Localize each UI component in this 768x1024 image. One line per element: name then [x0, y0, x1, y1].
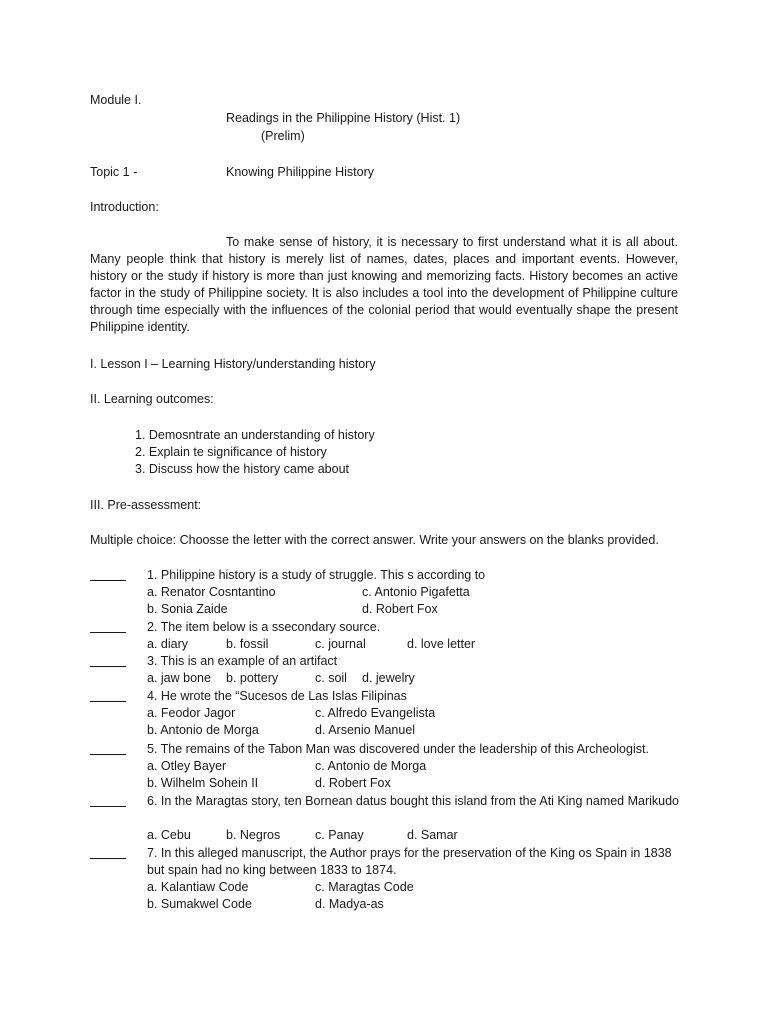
- option: c. journal: [315, 637, 366, 651]
- option: b. Negros: [226, 828, 281, 842]
- answer-blank[interactable]: [90, 619, 126, 633]
- topic-title: Knowing Philippine History: [226, 165, 374, 179]
- option: a. Kalantiaw Code: [147, 880, 249, 894]
- course-title: Readings in the Philippine History (Hist. 1): [226, 111, 461, 125]
- option: a. diary: [147, 637, 188, 651]
- question-text: 2. The item below is a ssecondary source.: [147, 620, 381, 634]
- option: d. Samar: [407, 828, 458, 842]
- option: a. Feodor Jagor: [147, 706, 236, 720]
- option: a. Renator Cosntantino: [147, 585, 276, 599]
- question-text: 4. He wrote the “Sucesos de Las Islas Filipinas: [147, 689, 407, 703]
- introduction-heading: Introduction:: [90, 200, 159, 214]
- option: a. jaw bone: [147, 671, 211, 685]
- instructions: Multiple choice: Choosse the letter with the correct answer. Write your answers on the blanks provided.: [90, 533, 659, 547]
- option: c. Antonio de Morga: [315, 759, 427, 773]
- option: d. Robert Fox: [362, 602, 438, 616]
- term-label: (Prelim): [261, 129, 305, 143]
- answer-blank[interactable]: [90, 688, 126, 702]
- question-text: 3. This is an example of an artifact: [147, 654, 338, 668]
- question-text: 5. The remains of the Tabon Man was discovered under the leadership of this Archeologist.: [147, 742, 649, 756]
- option: b. Wilhelm Sohein II: [147, 776, 259, 790]
- answer-blank[interactable]: [90, 653, 126, 667]
- answer-blank[interactable]: [90, 741, 126, 755]
- module-label: Module I.: [90, 93, 142, 107]
- option: a. Otley Bayer: [147, 759, 227, 773]
- option: c. Alfredo Evangelista: [315, 706, 436, 720]
- option: c. soil: [315, 671, 347, 685]
- option: b. Sumakwel Code: [147, 897, 252, 911]
- answer-blank[interactable]: [90, 845, 126, 859]
- question-text: 6. In the Maragtas story, ten Bornean datus bought this island from the Ati King named Marikudo: [147, 794, 680, 808]
- lesson-heading: I. Lesson I – Learning History/understanding history: [90, 357, 376, 371]
- outcome-item: 3. Discuss how the history came about: [135, 462, 349, 476]
- question-text: 7. In this alleged manuscript, the Author prays for the preservation of the King os Spain in 1838 but spain had no king between 1833 to 1874.: [147, 846, 672, 877]
- option: c. Antonio Pigafetta: [362, 585, 470, 599]
- outcomes-heading: II. Learning outcomes:: [90, 392, 214, 406]
- option: a. Cebu: [147, 828, 191, 842]
- option: d. Robert Fox: [315, 776, 391, 790]
- outcome-item: 2. Explain te significance of history: [135, 445, 327, 459]
- option: b. pottery: [226, 671, 279, 685]
- option: b. fossil: [226, 637, 269, 651]
- topic-label: Topic 1 -: [90, 165, 138, 179]
- preassessment-heading: III. Pre-assessment:: [90, 498, 202, 512]
- outcome-item: 1. Demosntrate an understanding of history: [135, 428, 375, 442]
- option: c. Maragtas Code: [315, 880, 414, 894]
- question-text: 1. Philippine history is a study of struggle. This s according to: [147, 568, 486, 582]
- answer-blank[interactable]: [90, 793, 126, 807]
- option: d. love letter: [407, 637, 476, 651]
- option: b. Sonia Zaide: [147, 602, 228, 616]
- answer-blank[interactable]: [90, 567, 126, 581]
- option: d. Arsenio Manuel: [315, 723, 416, 737]
- option: d. Madya-as: [315, 897, 384, 911]
- introduction-body: To make sense of history, it is necessary to first understand what it is all about. Many people think that history is merely list of names, dates, places and important events. However, history or the study if history is more than just knowing and memorizing facts. History becomes an active factor in the study of Philippine society. It is also includes a tool into the development of Philippine culture through time especially with the influences of the colonial period that would eventually shape the present Philippine identity.: [90, 235, 678, 334]
- option: d. jewelry: [362, 671, 415, 685]
- option: c. Panay: [315, 828, 364, 842]
- option: b. Antonio de Morga: [147, 723, 259, 737]
